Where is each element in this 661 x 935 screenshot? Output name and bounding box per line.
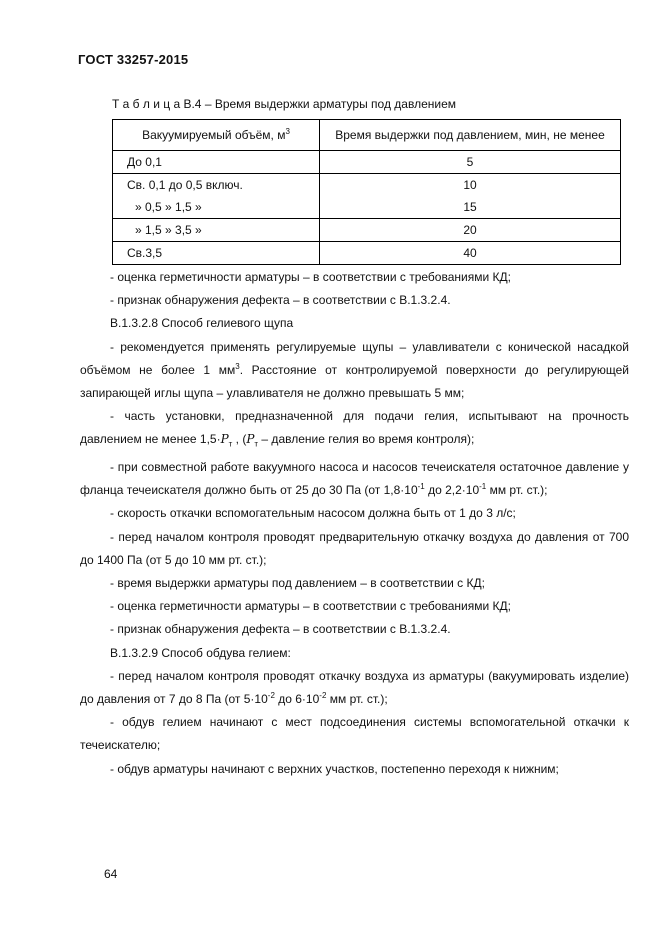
- table-row: [113, 242, 621, 265]
- paragraph: - перед началом контроля проводят предварительную откачку воздуха до давления от 700 до 1400 Па (от 5 до 10 мм рт. ст.);: [80, 529, 629, 567]
- table-header-time: Время выдержки под давлением, мин, не менее: [320, 120, 621, 151]
- paragraph: - перед началом контроля проводят откачку воздуха из арматуры (вакуумировать изделие) до давления от 7 до 8 Па (от $5\cdot 10^{-2}$ до $6\cdot 10^{-2}$ мм рт. ст.);: [80, 668, 629, 707]
- section-heading: В.1.3.2.9 Способ обдува гелием:: [110, 645, 291, 660]
- paragraph: - признак обнаружения дефекта – в соответствии с В.1.3.2.4.: [110, 293, 451, 308]
- table-cell-volume: » 1,5 » 3,5 »: [113, 219, 320, 242]
- table-cell-time: 15: [320, 196, 621, 219]
- paragraph: - при совместной работе вакуумного насоса и насосов течеискателя остаточное давление у фланца течеискателя должно быть от 25 до 30 Па (от $1,8\cdot 10^{-1}$ до $2,2\cdot 10^{-1}$ мм рт. ст.);: [80, 460, 629, 498]
- paragraph: - рекомендуется применять регулируемые щупы – улавливатели с конической насадкой объёмом не более 1 $мм^3$. Расстояние от контролируемой поверхности до регулирующей запирающей иглы щупа – улавливателя не должно превышать 5 мм;: [80, 339, 629, 401]
- table-row: [113, 219, 621, 242]
- paragraph: - оценка герметичности арматуры – в соответствии с требованиями КД;: [110, 599, 511, 614]
- paragraph: - обдув гелием начинают с мест подсоединения системы вспомогательной откачки к течеискателю;: [80, 715, 629, 753]
- paragraph: - обдув арматуры начинают с верхних участков, постепенно переходя к нижним;: [110, 761, 559, 776]
- paragraph: - часть установки, предназначенной для подачи гелия, испытывают на прочность давлением не менее $1,5\cdot P_т$ , ($P_т$ – давление гелия во время контроля);: [80, 409, 629, 449]
- document-header: ГОСТ 33257-2015: [78, 52, 189, 67]
- table-row: [113, 174, 621, 197]
- table-cell-volume: Св. 0,1 до 0,5 включ.: [113, 174, 320, 197]
- holding-time-table: [112, 119, 621, 265]
- table-cell-volume: До 0,1: [113, 151, 320, 174]
- table-cell-volume: » 0,5 » 1,5 »: [113, 196, 320, 219]
- paragraph: - признак обнаружения дефекта – в соответствии с В.1.3.2.4.: [110, 622, 451, 637]
- table-header-row: [113, 120, 621, 151]
- body-text: [80, 266, 629, 781]
- page-number: 64: [104, 867, 118, 881]
- section-heading: В.1.3.2.8 Способ гелиевого щупа: [110, 316, 294, 331]
- table-row: [113, 151, 621, 174]
- table-cell-time: 5: [320, 151, 621, 174]
- table-row: [113, 196, 621, 219]
- table-cell-time: 20: [320, 219, 621, 242]
- table-cell-volume: Св.3,5: [113, 242, 320, 265]
- table-header-volume: Вакуумируемый объём, $м^3$: [113, 120, 320, 151]
- paragraph: - оценка герметичности арматуры – в соответствии с требованиями КД;: [110, 270, 511, 284]
- paragraph: - скорость откачки вспомогательным насосом должна быть от 1 до 3 л/с;: [110, 506, 516, 521]
- paragraph: - время выдержки арматуры под давлением – в соответствии с КД;: [110, 576, 485, 591]
- table-caption: Т а б л и ц а В.4 – Время выдержки арматуры под давлением: [112, 97, 457, 111]
- table-cell-time: 10: [320, 174, 621, 197]
- table-cell-time: 40: [320, 242, 621, 265]
